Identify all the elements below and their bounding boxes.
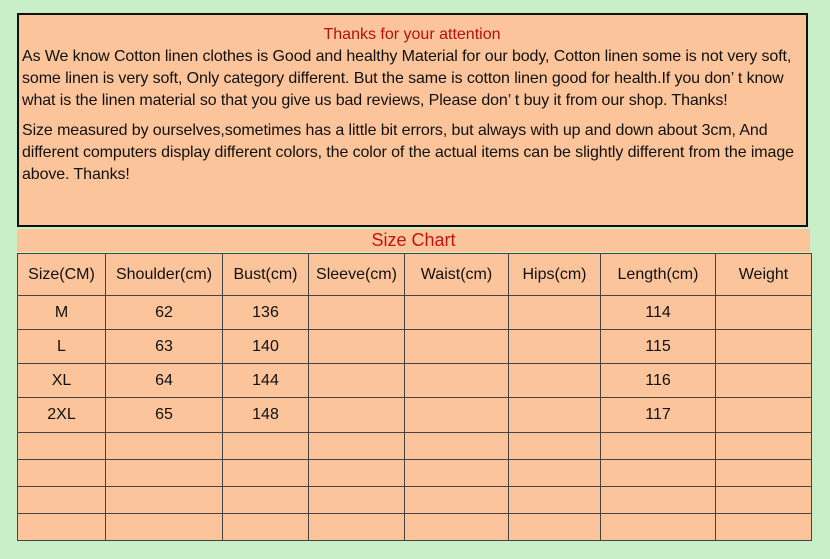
header-waist: Waist(cm) [405, 254, 509, 296]
cell-length [601, 459, 716, 486]
cell-length: 114 [601, 296, 716, 330]
cell-sleeve [309, 364, 405, 398]
cell-size: M [18, 296, 106, 330]
cell-shoulder [106, 513, 223, 540]
cell-sleeve [309, 513, 405, 540]
cell-bust: 144 [223, 364, 309, 398]
cell-shoulder: 64 [106, 364, 223, 398]
cell-weight [716, 513, 812, 540]
cell-waist [405, 296, 509, 330]
cell-bust: 140 [223, 330, 309, 364]
cell-weight [716, 330, 812, 364]
table-body [18, 296, 812, 541]
cell-hips [509, 330, 601, 364]
cell-waist [405, 459, 509, 486]
table-row [18, 330, 812, 364]
cell-size [18, 459, 106, 486]
header-sleeve: Sleeve(cm) [309, 254, 405, 296]
size-table [17, 253, 812, 541]
header-size: Size(CM) [18, 254, 106, 296]
cell-length [601, 486, 716, 513]
cell-shoulder: 63 [106, 330, 223, 364]
cell-waist [405, 432, 509, 459]
cell-shoulder [106, 432, 223, 459]
cell-shoulder [106, 459, 223, 486]
notice-paragraph-material: As We know Cotton linen clothes is Good and healthy Material for our body, Cotton linen some is not very soft, some linen is very soft, Only category different. But the same is cotton linen good for health.If you don’ t know what is the linen material so that you give us bad reviews, Please don’ t buy it from our shop. Thanks! [22, 48, 792, 109]
cell-size: XL [18, 364, 106, 398]
cell-weight [716, 459, 812, 486]
cell-length: 117 [601, 398, 716, 432]
notice-title: Thanks for your attention [323, 26, 501, 43]
cell-sleeve [309, 459, 405, 486]
cell-weight [716, 432, 812, 459]
cell-shoulder: 62 [106, 296, 223, 330]
table-row [18, 432, 812, 459]
cell-size [18, 513, 106, 540]
notice-box [17, 13, 808, 227]
table-header-row [18, 254, 812, 296]
header-length: Length(cm) [601, 254, 716, 296]
cell-length [601, 432, 716, 459]
cell-sleeve [309, 432, 405, 459]
table-row [18, 459, 812, 486]
cell-hips [509, 459, 601, 486]
header-weight: Weight [716, 254, 812, 296]
cell-shoulder: 65 [106, 398, 223, 432]
cell-bust [223, 459, 309, 486]
cell-waist [405, 330, 509, 364]
cell-weight [716, 296, 812, 330]
cell-shoulder [106, 486, 223, 513]
cell-hips [509, 432, 601, 459]
cell-sleeve [309, 330, 405, 364]
cell-size [18, 432, 106, 459]
cell-length: 115 [601, 330, 716, 364]
cell-bust [223, 486, 309, 513]
cell-weight [716, 364, 812, 398]
cell-waist [405, 364, 509, 398]
cell-waist [405, 513, 509, 540]
cell-weight [716, 398, 812, 432]
cell-hips [509, 398, 601, 432]
cell-size: 2XL [18, 398, 106, 432]
notice-paragraph-measurement: Size measured by ourselves,sometimes has a little bit errors, but always with up and down about 3cm, And different computers display different colors, the color of the actual items can be slightly different from the image above. Thanks! [22, 122, 794, 183]
table-row [18, 364, 812, 398]
cell-sleeve [309, 486, 405, 513]
size-chart-title: Size Chart [17, 229, 810, 252]
cell-hips [509, 296, 601, 330]
header-shoulder: Shoulder(cm) [106, 254, 223, 296]
table-row [18, 296, 812, 330]
cell-bust: 136 [223, 296, 309, 330]
cell-hips [509, 486, 601, 513]
header-bust: Bust(cm) [223, 254, 309, 296]
table-row [18, 513, 812, 540]
cell-size [18, 486, 106, 513]
cell-waist [405, 486, 509, 513]
cell-weight [716, 486, 812, 513]
cell-bust [223, 513, 309, 540]
cell-hips [509, 513, 601, 540]
cell-waist [405, 398, 509, 432]
cell-bust: 148 [223, 398, 309, 432]
table-row [18, 486, 812, 513]
cell-sleeve [309, 296, 405, 330]
cell-bust [223, 432, 309, 459]
table-row [18, 398, 812, 432]
cell-length: 116 [601, 364, 716, 398]
header-hips: Hips(cm) [509, 254, 601, 296]
cell-length [601, 513, 716, 540]
cell-size: L [18, 330, 106, 364]
cell-hips [509, 364, 601, 398]
cell-sleeve [309, 398, 405, 432]
